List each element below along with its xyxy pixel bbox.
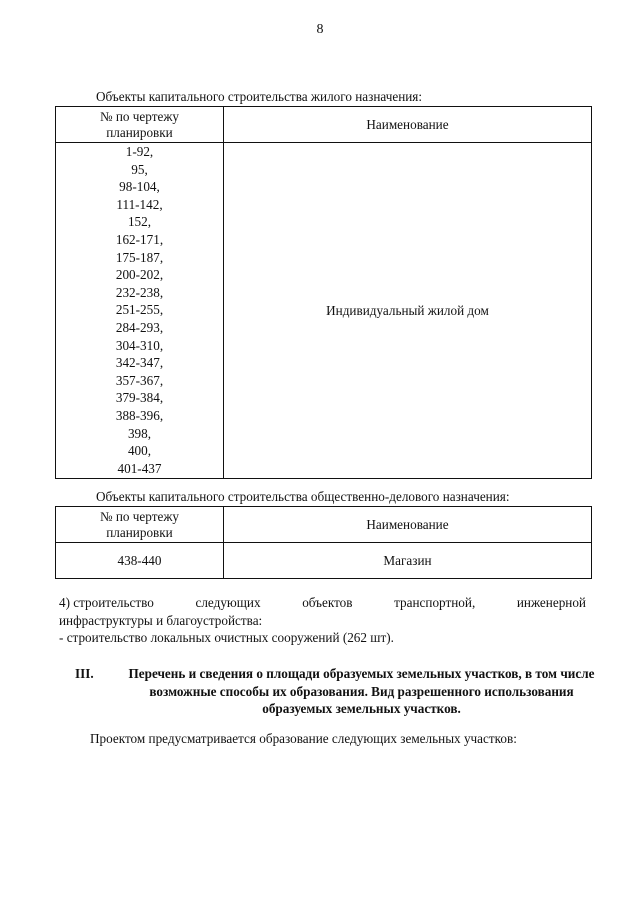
section-numeral: III. bbox=[75, 666, 94, 681]
table-row bbox=[56, 543, 592, 579]
residential-table bbox=[55, 106, 592, 479]
drawing-number: 200-202, bbox=[115, 267, 164, 283]
residential-caption: Объекты капитального строительства жилого назначения: bbox=[96, 89, 423, 104]
header-number-line1: № по чертежу bbox=[99, 109, 180, 124]
section-title: Перечень и сведения о площади образуемых земельных участков, в том числе возможные способы их образования. Вид разрешенного использования образуемых земельных участков. bbox=[128, 666, 595, 716]
drawing-number: 162-171, bbox=[115, 231, 164, 247]
item4-word: инженерной bbox=[516, 595, 586, 610]
item4-line1 bbox=[59, 594, 586, 612]
drawing-number: 342-347, bbox=[115, 355, 164, 371]
drawing-number: 357-367, bbox=[115, 372, 164, 388]
item4-line3: - строительство локальных очистных сооружений (262 шт). bbox=[59, 630, 394, 645]
drawing-number: 232-238, bbox=[115, 284, 164, 300]
numbers-cell bbox=[56, 143, 224, 479]
drawing-number: 398, bbox=[127, 425, 152, 441]
item4-word: 4) строительство bbox=[59, 595, 154, 610]
commercial-table bbox=[55, 506, 592, 579]
header-number-line2: планировки bbox=[106, 125, 173, 140]
table-header-row bbox=[56, 507, 592, 543]
drawing-number: 152, bbox=[127, 214, 152, 230]
item4-word: транспортной, bbox=[394, 595, 476, 610]
project-paragraph: Проектом предусматривается образование следующих земельных участков: bbox=[90, 731, 517, 746]
drawing-number: 251-255, bbox=[115, 302, 164, 318]
item4-word: объектов bbox=[302, 595, 353, 610]
item4-paragraph bbox=[59, 594, 586, 647]
item4-line2: инфраструктуры и благоустройства: bbox=[59, 612, 263, 628]
drawing-number: 388-396, bbox=[115, 407, 164, 423]
section-heading bbox=[75, 665, 600, 718]
drawing-number: 111-142, bbox=[116, 196, 163, 212]
table-header-row bbox=[56, 107, 592, 143]
drawing-number: 400, bbox=[127, 443, 152, 459]
number-cell: 438-440 bbox=[56, 543, 224, 579]
drawing-number: 304-310, bbox=[115, 337, 164, 353]
header-name-cell: Наименование bbox=[224, 107, 592, 143]
name-cell: Индивидуальный жилой дом bbox=[224, 143, 592, 479]
table-row bbox=[56, 143, 592, 479]
header-number-line1: № по чертежу bbox=[99, 509, 180, 524]
drawing-number: 379-384, bbox=[115, 390, 164, 406]
header-number-cell bbox=[56, 507, 224, 543]
drawing-number: 284-293, bbox=[115, 319, 164, 335]
header-number-line2: планировки bbox=[106, 525, 173, 540]
drawing-number: 401-437 bbox=[117, 460, 162, 476]
drawing-number: 1-92, bbox=[125, 144, 154, 159]
commercial-caption: Объекты капитального строительства общественно-делового назначения: bbox=[96, 489, 510, 504]
drawing-number: 95, bbox=[131, 161, 148, 177]
drawing-number: 175-187, bbox=[115, 249, 164, 265]
page-number: 8 bbox=[316, 22, 324, 37]
header-name-cell: Наименование bbox=[224, 507, 592, 543]
item4-word: следующих bbox=[195, 595, 261, 610]
name-cell: Магазин bbox=[224, 543, 592, 579]
header-number-cell bbox=[56, 107, 224, 143]
drawing-number: 98-104, bbox=[119, 179, 160, 195]
